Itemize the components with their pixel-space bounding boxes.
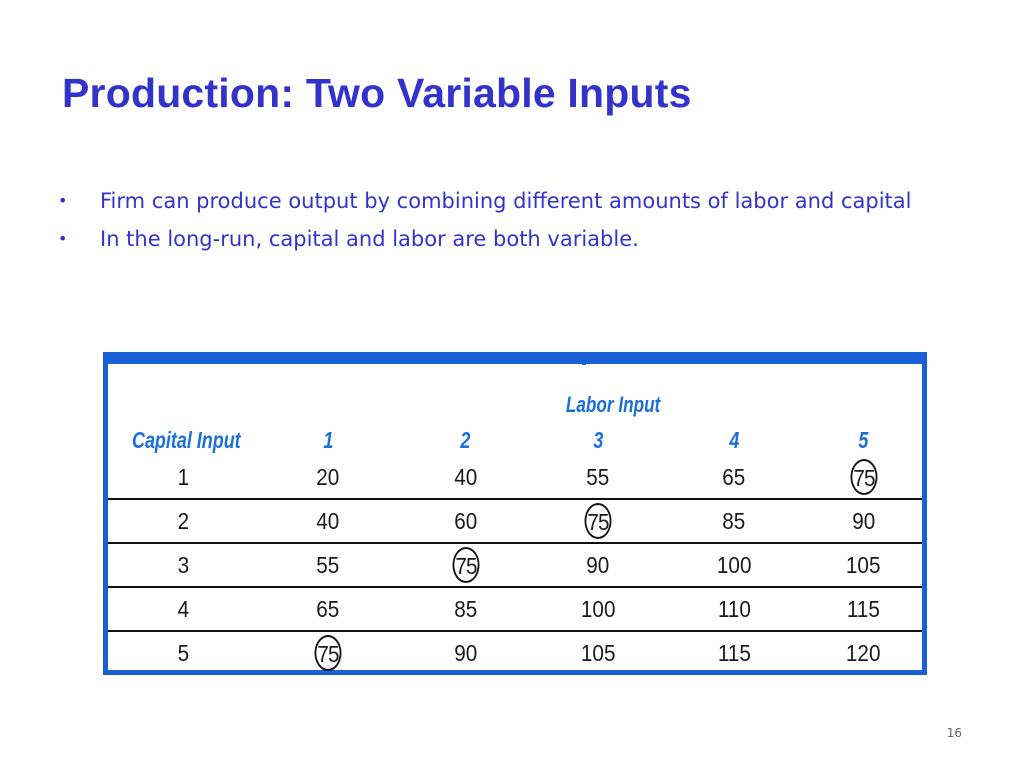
circled-output-value: 75 — [315, 635, 342, 671]
bullet-text: In the long-run, capital and labor are both variable. — [100, 227, 639, 251]
bullet-item — [58, 186, 958, 216]
labor-level-header — [533, 422, 663, 456]
output-value: 85 — [722, 507, 746, 534]
slide-title: Production: Two Variable Inputs — [62, 70, 692, 116]
output-cell — [398, 543, 533, 587]
table-header-row — [108, 422, 922, 456]
circled-output-value: 75 — [585, 503, 612, 539]
output-value: 120 — [846, 639, 881, 666]
output-cell — [398, 631, 533, 674]
table-row — [108, 456, 922, 499]
output-cell — [398, 587, 533, 631]
capital-level-cell — [108, 499, 258, 543]
labor-level-header — [258, 422, 398, 456]
labor-level-label: 3 — [593, 427, 603, 453]
output-value: 65 — [316, 595, 340, 622]
output-cell — [533, 631, 663, 674]
labor-level-header — [398, 422, 533, 456]
bullet-list — [58, 186, 958, 262]
output-value: 85 — [453, 595, 478, 622]
capital-level-cell — [108, 631, 258, 674]
table-row — [108, 499, 922, 543]
table-body — [108, 456, 922, 674]
capital-level-cell — [108, 587, 258, 631]
circled-output-value: 75 — [452, 547, 479, 583]
table-row — [108, 543, 922, 587]
output-value: 100 — [580, 595, 616, 622]
capital-level-value: 1 — [177, 463, 189, 490]
output-value: 40 — [316, 507, 340, 534]
output-value: 90 — [453, 639, 478, 666]
output-cell — [533, 499, 663, 543]
output-cell — [663, 543, 805, 587]
output-cell — [663, 587, 805, 631]
output-value: 40 — [453, 463, 478, 490]
output-value: 65 — [722, 463, 746, 490]
bullet-marker: • — [58, 191, 68, 210]
output-value: 60 — [453, 507, 478, 534]
output-cell — [805, 499, 922, 543]
output-value: 90 — [586, 551, 610, 578]
output-cell — [258, 543, 398, 587]
table-row — [108, 587, 922, 631]
capital-level-value: 3 — [177, 551, 189, 578]
production-table — [108, 422, 922, 674]
labor-level-label: 4 — [729, 427, 739, 453]
capital-level-value: 2 — [177, 507, 189, 534]
output-value: 105 — [846, 551, 881, 578]
labor-level-label: 1 — [323, 427, 333, 453]
capital-level-value: 5 — [177, 639, 189, 666]
circled-output-value: 75 — [850, 459, 877, 495]
output-value: 110 — [717, 595, 751, 622]
output-cell — [533, 456, 663, 499]
output-value: 115 — [717, 639, 751, 666]
labor-level-header — [663, 422, 805, 456]
output-cell — [258, 587, 398, 631]
labor-input-header: Labor Input — [565, 392, 661, 417]
production-table-frame — [103, 352, 927, 675]
bullet-item — [58, 224, 958, 254]
output-cell — [805, 543, 922, 587]
output-value: 100 — [716, 551, 752, 578]
page-number: 16 — [946, 726, 962, 740]
output-value: 20 — [316, 463, 340, 490]
capital-input-header-label: Capital Input — [132, 427, 241, 453]
output-cell — [533, 587, 663, 631]
labor-level-header — [805, 422, 922, 456]
output-cell — [805, 456, 922, 499]
table-row — [108, 631, 922, 674]
output-cell — [805, 587, 922, 631]
output-value: 105 — [580, 639, 616, 666]
output-value: 55 — [586, 463, 610, 490]
capital-level-value: 4 — [177, 595, 189, 622]
labor-level-label: 5 — [858, 427, 869, 453]
output-cell — [258, 499, 398, 543]
output-cell — [805, 631, 922, 674]
frame-notch — [582, 361, 586, 365]
output-value: 115 — [846, 595, 880, 622]
output-value: 90 — [851, 507, 876, 534]
output-cell — [533, 543, 663, 587]
output-cell — [398, 499, 533, 543]
output-cell — [663, 456, 805, 499]
output-cell — [663, 499, 805, 543]
output-value: 55 — [316, 551, 340, 578]
labor-level-label: 2 — [460, 427, 471, 453]
output-cell — [398, 456, 533, 499]
bullet-text: Firm can produce output by combining different amounts of labor and capital — [100, 189, 912, 213]
capital-input-header — [108, 422, 258, 456]
capital-level-cell — [108, 456, 258, 499]
output-cell — [663, 631, 805, 674]
output-cell — [258, 631, 398, 674]
capital-level-cell — [108, 543, 258, 587]
bullet-marker: • — [58, 229, 68, 248]
output-cell — [258, 456, 398, 499]
